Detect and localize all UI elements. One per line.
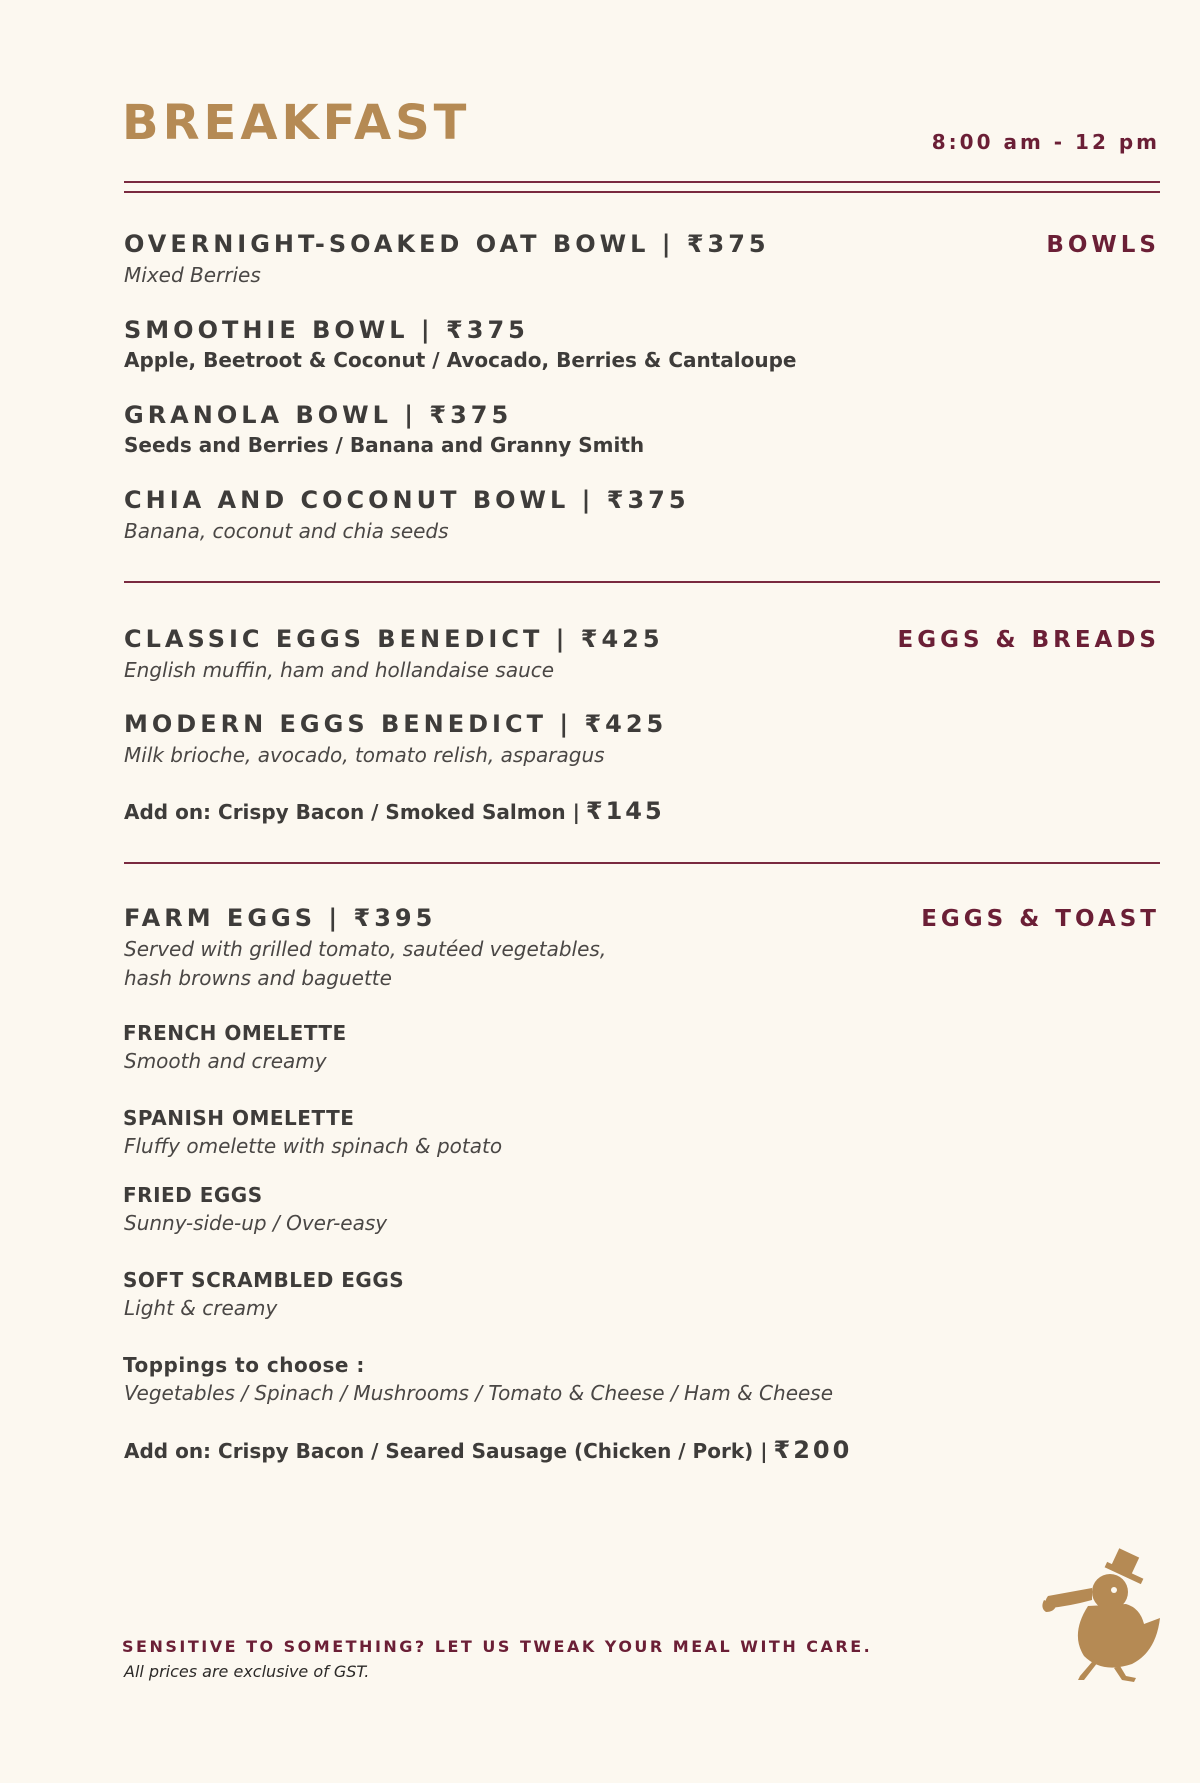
egg-style-name: SOFT SCRAMBLED EGGS bbox=[123, 1268, 405, 1292]
section-label-bowls: BOWLS bbox=[1046, 232, 1160, 258]
item-name: CLASSIC EGGS BENEDICT | ₹425 bbox=[124, 625, 664, 653]
egg-style-name: FRIED EGGS bbox=[123, 1183, 263, 1207]
egg-style-name: FRENCH OMELETTE bbox=[123, 1021, 347, 1045]
item-name: MODERN EGGS BENEDICT | ₹425 bbox=[124, 710, 668, 738]
item-desc: Served with grilled tomato, sautéed vegetables, bbox=[124, 937, 607, 961]
section-divider bbox=[124, 581, 1160, 583]
bird-with-top-hat-icon bbox=[1040, 1548, 1166, 1684]
toppings-label: Toppings to choose : bbox=[123, 1353, 365, 1377]
item-name: CHIA AND COCONUT BOWL | ₹375 bbox=[124, 486, 690, 514]
item-desc: Banana, coconut and chia seeds bbox=[124, 519, 449, 543]
header-rule-bottom bbox=[124, 191, 1160, 193]
egg-style-desc: Light & creamy bbox=[124, 1296, 278, 1320]
section-divider bbox=[124, 862, 1160, 864]
gst-note: All prices are exclusive of GST. bbox=[124, 1662, 370, 1681]
item-desc: Apple, Beetroot & Coconut / Avocado, Berries & Cantaloupe bbox=[124, 348, 797, 372]
header-rule-top bbox=[124, 181, 1160, 183]
allergy-note: SENSITIVE TO SOMETHING? LET US TWEAK YOUR MEAL WITH CARE. bbox=[122, 1637, 873, 1656]
egg-style-desc: Fluffy omelette with spinach & potato bbox=[124, 1134, 503, 1158]
egg-style-desc: Sunny-side-up / Over-easy bbox=[124, 1211, 388, 1235]
page-title: BREAKFAST bbox=[122, 95, 471, 151]
egg-style-name: SPANISH OMELETTE bbox=[123, 1106, 355, 1130]
section-label-eggs-toast: EGGS & TOAST bbox=[921, 906, 1160, 932]
addon-text: Add on: Crispy Bacon / Seared Sausage (Chicken / Pork) | bbox=[124, 1439, 768, 1463]
item-name: GRANOLA BOWL | ₹375 bbox=[124, 401, 513, 429]
egg-style-desc: Smooth and creamy bbox=[124, 1049, 327, 1073]
item-name: FARM EGGS | ₹395 bbox=[124, 904, 437, 932]
item-desc: hash browns and baguette bbox=[124, 966, 392, 990]
addon-line bbox=[124, 1436, 852, 1464]
addon-price: ₹145 bbox=[585, 797, 665, 825]
addon-line bbox=[124, 797, 665, 825]
item-desc: English muffin, ham and hollandaise sauce bbox=[124, 658, 555, 682]
item-desc: Mixed Berries bbox=[124, 263, 261, 287]
item-name: OVERNIGHT-SOAKED OAT BOWL | ₹375 bbox=[124, 230, 770, 258]
item-name: SMOOTHIE BOWL | ₹375 bbox=[124, 316, 529, 344]
section-label-eggs-breads: EGGS & BREADS bbox=[897, 627, 1160, 653]
addon-text: Add on: Crispy Bacon / Smoked Salmon | bbox=[124, 800, 580, 824]
item-desc: Seeds and Berries / Banana and Granny Smith bbox=[124, 433, 645, 457]
item-desc: Milk brioche, avocado, tomato relish, asparagus bbox=[124, 743, 605, 767]
addon-price: ₹200 bbox=[773, 1436, 853, 1464]
service-hours: 8:00 am - 12 pm bbox=[931, 130, 1160, 154]
toppings-list: Vegetables / Spinach / Mushrooms / Tomato & Cheese / Ham & Cheese bbox=[124, 1381, 834, 1405]
